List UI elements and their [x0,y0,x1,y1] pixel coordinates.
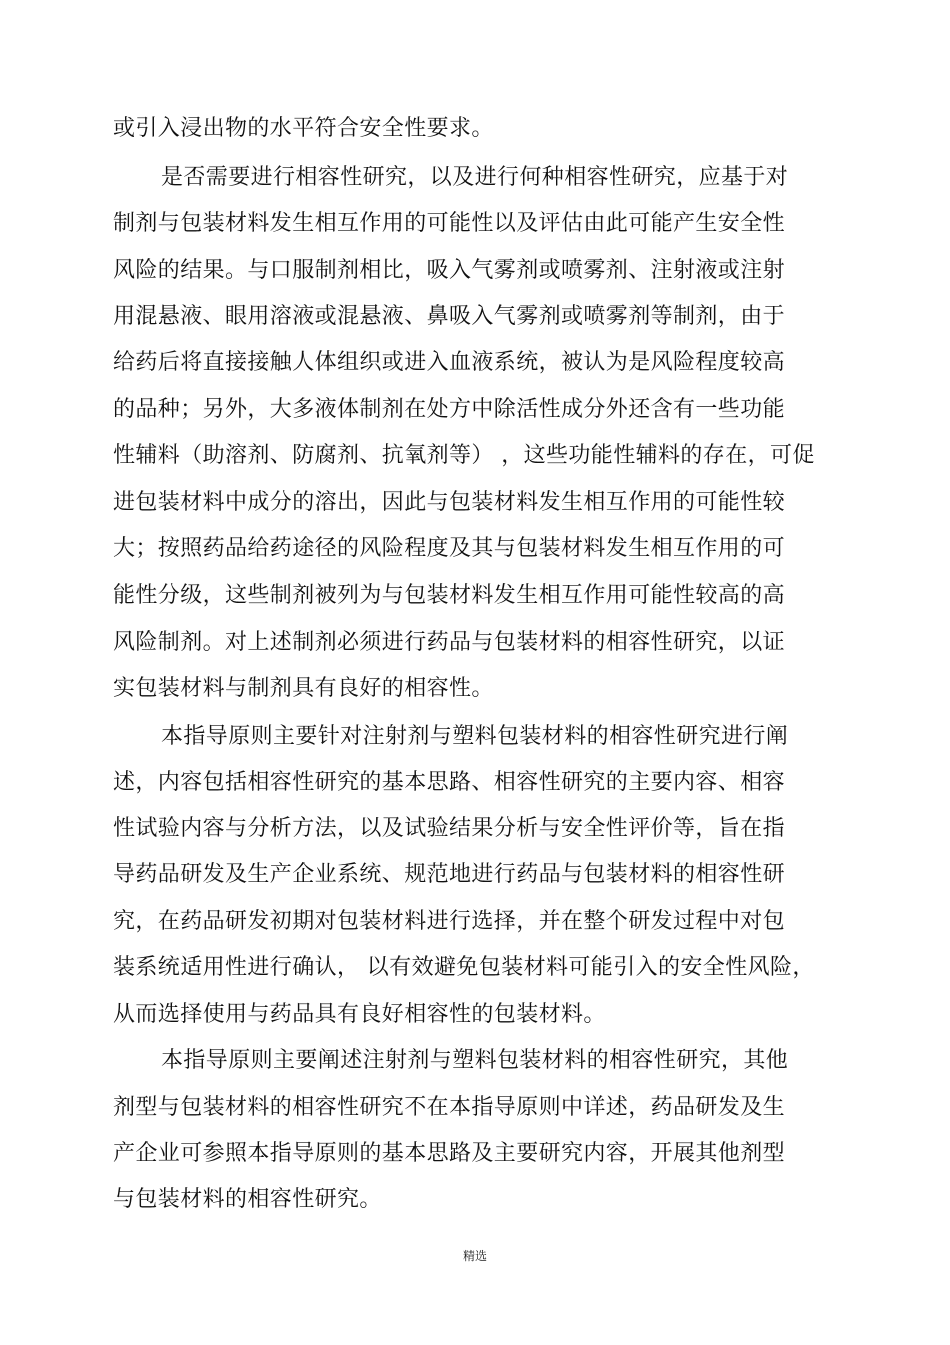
text-line: 与包装材料的相容性研究。 [113,1187,382,1212]
text-line: 进包装材料中成分的溶出，因此与包装材料发生相互作用的可能性较 [113,490,786,515]
text-line: 用混悬液、眼用溶液或混悬液、鼻吸入气雾剂或喷雾剂等制剂，由于 [113,304,786,329]
text-line: 述，内容包括相容性研究的基本思路、相容性研究的主要内容、相容 [113,770,786,795]
text-line: 剂型与包装材料的相容性研究不在本指导原则中详述，药品研发及生 [113,1095,786,1120]
text-line: 风险的结果。与口服制剂相比，吸入气雾剂或喷雾剂、注射液或注射 [113,258,786,283]
paragraph-start-line: 本指导原则主要针对注射剂与塑料包装材料的相容性研究进行阐 [161,724,789,749]
text-line: 从而选择使用与药品具有良好相容性的包装材料。 [113,1002,606,1027]
page-footer: 精选 [462,1249,487,1263]
text-line: 导药品研发及生产企业系统、规范地进行药品与包装材料的相容性研 [113,862,786,887]
text-line: 性辅料（助溶剂、防腐剂、抗氧剂等） ，这些功能性辅料的存在，可促 [113,443,815,468]
text-line: 究，在药品研发初期对包装材料进行选择，并在整个研发过程中对包 [113,909,786,934]
text-line: 的品种；另外，大多液体制剂在处方中除活性成分外还含有一些功能 [113,397,786,422]
text-line: 实包装材料与制剂具有良好的相容性。 [113,676,494,701]
text-line: 风险制剂。对上述制剂必须进行药品与包装材料的相容性研究，以证 [113,630,786,655]
paragraph-start-line: 本指导原则主要阐述注射剂与塑料包装材料的相容性研究，其他 [161,1048,789,1073]
text-line: 给药后将直接接触人体组织或进入血液系统，被认为是风险程度较高 [113,350,786,375]
text-line: 能性分级，这些制剂被列为与包装材料发生相互作用可能性较高的高 [113,583,786,608]
text-line: 大；按照药品给药途径的风险程度及其与包装材料发生相互作用的可 [113,536,786,561]
text-line: 产企业可参照本指导原则的基本思路及主要研究内容，开展其他剂型 [113,1141,786,1166]
text-line: 制剂与包装材料发生相互作用的可能性以及评估由此可能产生安全性 [113,211,786,236]
text-line: 装系统适用性进行确认， 以有效避免包装材料可能引入的安全性风险， [113,955,815,980]
text-line: 或引入浸出物的水平符合安全性要求。 [113,116,494,141]
text-line: 性试验内容与分析方法，以及试验结果分析与安全性评价等，旨在指 [113,816,786,841]
paragraph-start-line: 是否需要进行相容性研究，以及进行何种相容性研究，应基于对 [161,165,789,190]
